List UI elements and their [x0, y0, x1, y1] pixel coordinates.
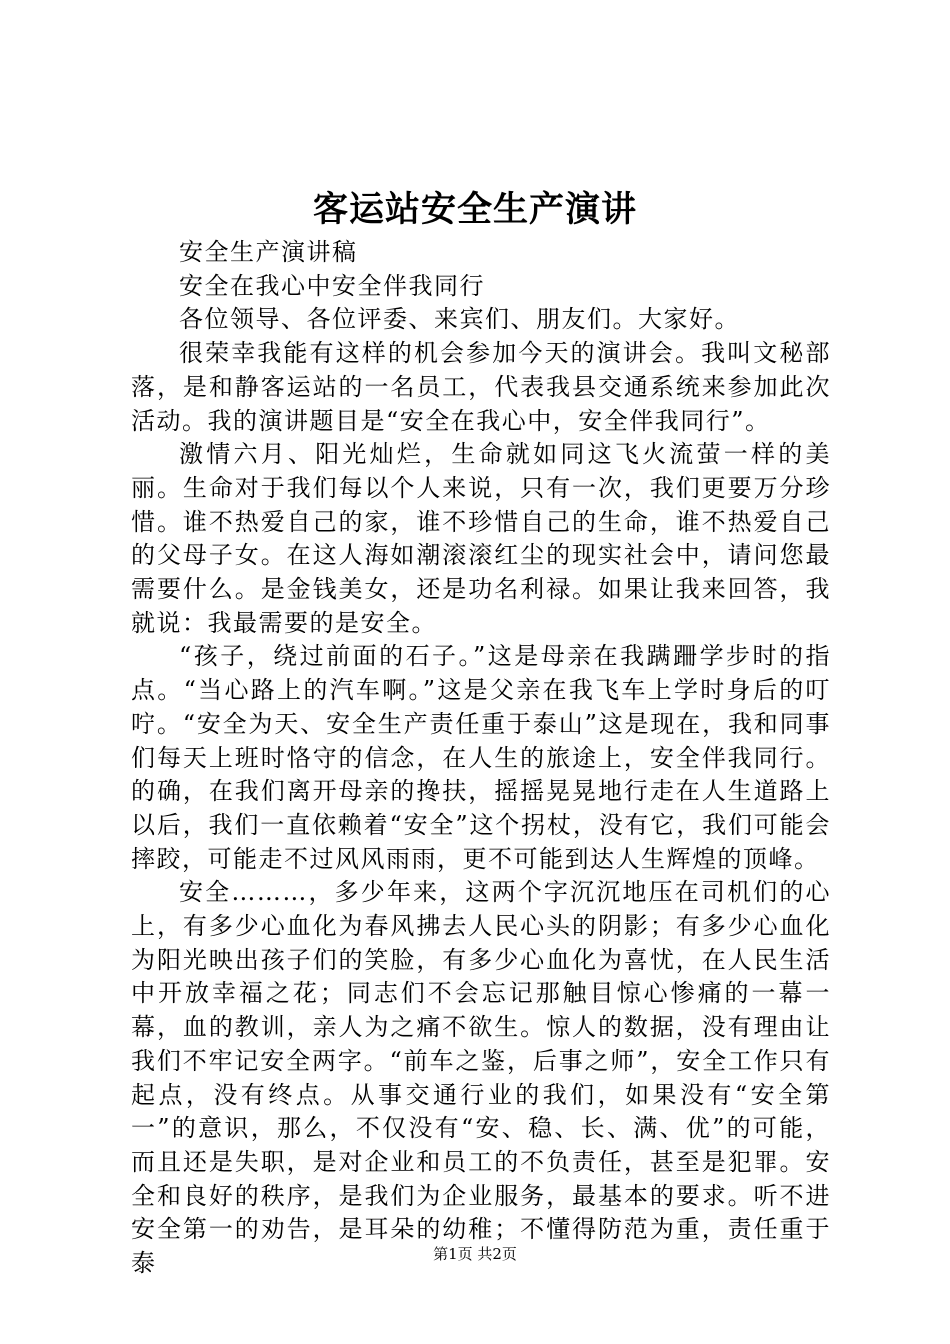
paragraph-life: 激情六月、阳光灿烂，生命就如同这飞火流萤一样的美丽。生命对于我们每以个人来说，只有一次，我们更要万分珍惜。谁不热爱自己的家，谁不珍惜自己的生命，谁不热爱自己的父母子女。在这人海如潮滚滚红尘的现实社会中，请问您最需要什么。是金钱美女，还是功名利禄。如果让我来回答，我就说：我最需要的是安全。 [131, 440, 831, 637]
document-title: 客运站安全生产演讲 [312, 189, 637, 230]
page-number: 第1页 共2页 [433, 1245, 517, 1263]
paragraph-childhood: “孩子，绕过前面的石子。”这是母亲在我蹒跚学步时的指点。“当心路上的汽车啊。”这是父亲在我飞车上学时身后的叮咛。“安全为天、安全生产责任重于泰山”这是现在，我和同事们每天上班时恪守的信念，在人生的旅途上，安全伴我同行。的确，在我们离开母亲的搀扶，摇摇晃晃地行走在人生道路上以后，我们一直依赖着“安全”这个拐杖，没有它，我们可能会摔跤，可能走不过风风雨雨，更不可能到达人生辉煌的顶峰。 [131, 642, 831, 873]
paragraph-intro: 很荣幸我能有这样的机会参加今天的演讲会。我叫文秘部落，是和静客运站的一名员工，代表我县交通系统来参加此次活动。我的演讲题目是“安全在我心中，安全伴我同行”。 [131, 339, 831, 435]
document-body [131, 236, 831, 1281]
paragraph-theme: 安全在我心中安全伴我同行 [179, 271, 485, 300]
paragraph-greeting: 各位领导、各位评委、来宾们、朋友们。大家好。 [179, 305, 740, 334]
paragraph-subtitle: 安全生产演讲稿 [179, 238, 358, 266]
paragraph-safety: 安全………，多少年来，这两个字沉沉地压在司机们的心上，有多少心血化为春风拂去人民心头的阴影；有多少心血化为阳光映出孩子们的笑脸，有多少心血化为喜忧，在人民生活中开放幸福之花；同志们不会忘记那触目惊心惨痛的一幕一幕，血的教训，亲人为之痛不欲生。惊人的数据，没有理由让我们不牢记安全两字。“前车之鉴，后事之师”，安全工作只有起点，没有终点。从事交通行业的我们，如果没有“安全第一”的意识，那么，不仅没有“安、稳、长、满、优”的可能，而且还是失职，是对企业和员工的不负责任，甚至是犯罪。安全和良好的秩序，是我们为企业服务，最基本的要求。听不进安全第一的劝告，是耳朵的幼稚；不懂得防范为重，责任重于泰 [131, 878, 831, 1278]
